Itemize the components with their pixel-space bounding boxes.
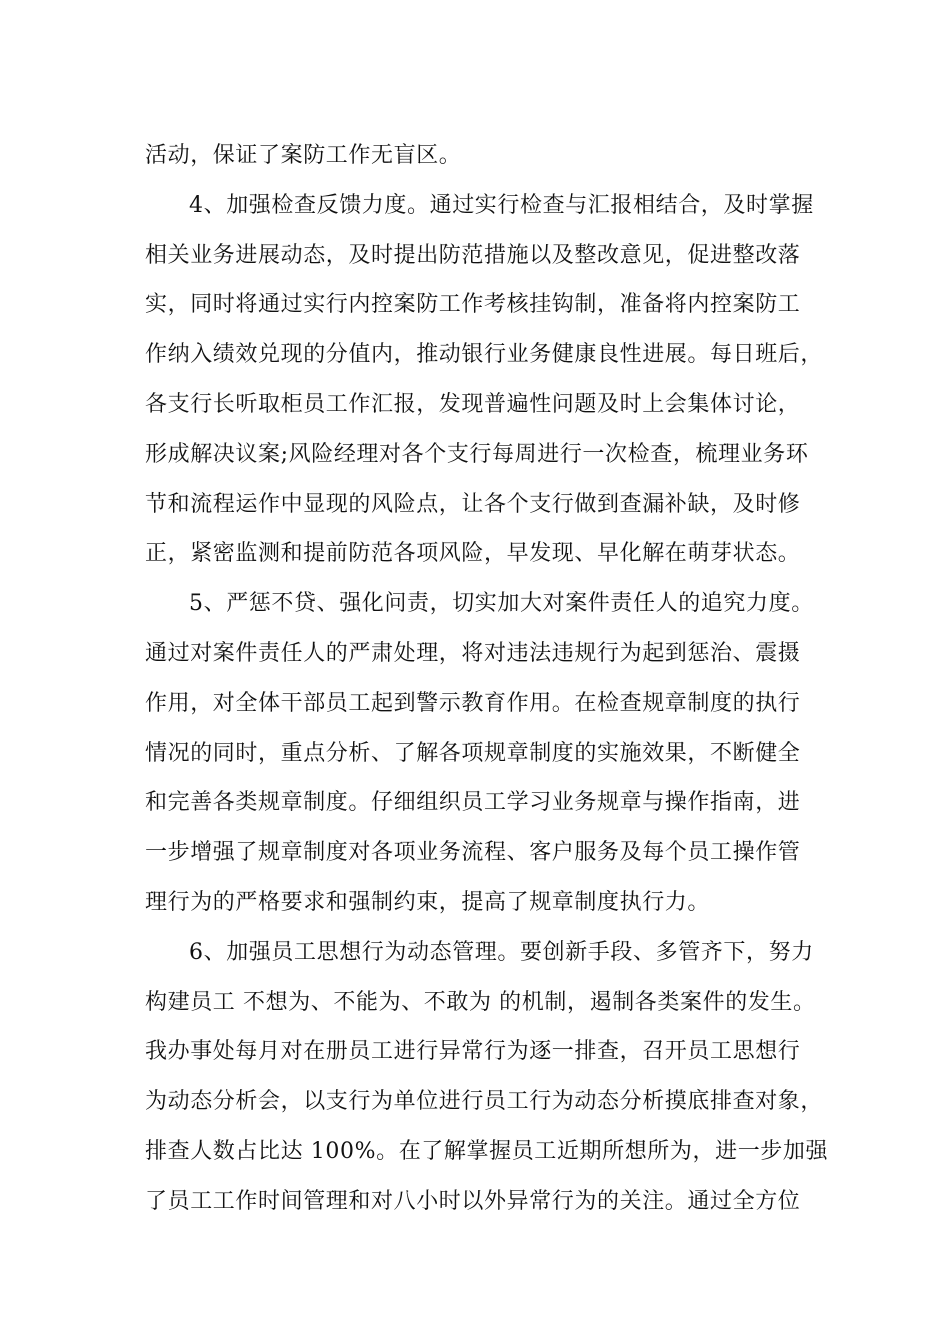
text-line: 形成解决议案;风险经理对各个支行每周进行一次检查，梳理业务环 (145, 441, 809, 467)
text-line: 一步增强了规章制度对各项业务流程、客户服务及每个员工操作管 (145, 840, 801, 866)
text-line: 节和流程运作中显现的风险点，让各个支行做到查漏补缺，及时修 (145, 491, 801, 517)
text-line: 正，紧密监测和提前防范各项风险，早发现、早化解在萌芽状态。 (145, 541, 801, 567)
body-text (145, 131, 829, 1227)
text-line: 通过对案件责任人的严肃处理，将对违法违规行为起到惩治、震摄 (145, 640, 801, 666)
text-line: 排查人数占比达 100%。在了解掌握员工近期所想所为，进一步加强 (145, 1138, 829, 1164)
text-line: 和完善各类规章制度。仔细组织员工学习业务规章与操作指南，进 (145, 790, 801, 816)
text-line: 了员工工作时间管理和对八小时以外异常行为的关注。通过全方位 (145, 1188, 801, 1214)
text-line: 作纳入绩效兑现的分值内，推动银行业务健康良性进展。每日班后， (145, 342, 824, 368)
paragraph-4-start: 4、加强检查反馈力度。通过实行检查与汇报相结合，及时掌握 (189, 192, 814, 218)
text-line: 作用，对全体干部员工起到警示教育作用。在检查规章制度的执行 (145, 690, 801, 716)
text-line: 为动态分析会，以支行为单位进行员工行为动态分析摸底排查对象， (145, 1089, 824, 1115)
text-line: 各支行长听取柜员工作汇报，发现普遍性问题及时上会集体讨论， (145, 391, 801, 417)
text-line: 相关业务进展动态，及时提出防范措施以及整改意见，促进整改落 (145, 242, 801, 268)
text-line: 情况的同时，重点分析、了解各项规章制度的实施效果，不断健全 (145, 740, 801, 766)
text-line: 我办事处每月对在册员工进行异常行为逐一排查，召开员工思想行 (145, 1039, 801, 1065)
paragraph-5-start: 5、严惩不贷、强化问责，切实加大对案件责任人的追究力度。 (189, 591, 814, 617)
text-line: 活动，保证了案防工作无盲区。 (145, 143, 462, 168)
text-line: 构建员工 不想为、不能为、不敢为 的机制，遏制各类案件的发生。 (145, 989, 816, 1015)
text-line: 实，同时将通过实行内控案防工作考核挂钩制，准备将内控案防工 (145, 292, 801, 318)
paragraph-6-start: 6、加强员工思想行为动态管理。要创新手段、多管齐下，努力 (189, 939, 814, 965)
text-line: 理行为的严格要求和强制约束，提高了规章制度执行力。 (145, 889, 711, 915)
